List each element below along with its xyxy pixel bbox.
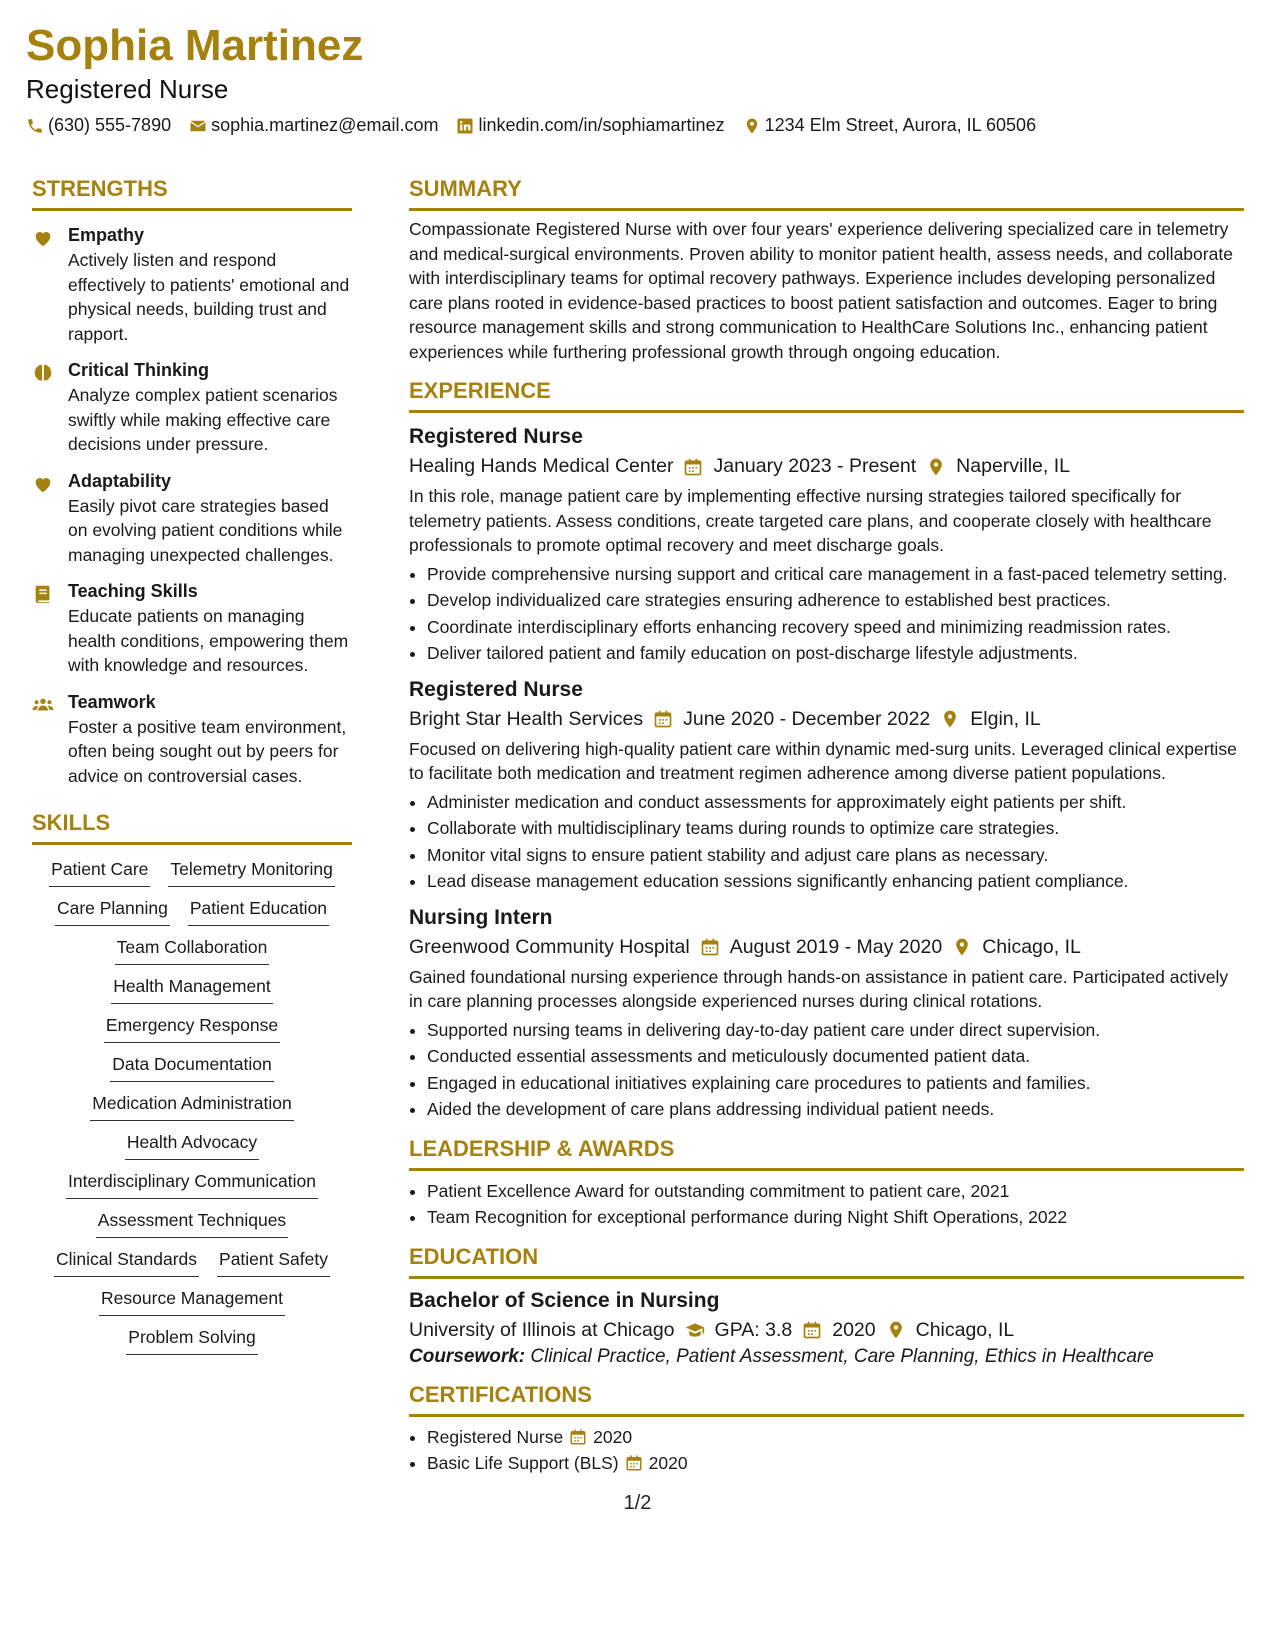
calendar-icon — [625, 1454, 643, 1472]
phone-text: (630) 555-7890 — [48, 115, 172, 136]
skill-tag: Clinical Standards — [54, 1249, 199, 1277]
candidate-role: Registered Nurse — [26, 74, 229, 105]
strength-body — [68, 692, 352, 789]
job-entry — [409, 425, 1244, 666]
awards-heading: LEADERSHIP & AWARDS — [409, 1136, 1244, 1171]
strength-title: Critical Thinking — [68, 360, 210, 380]
skill-tag: Patient Education — [188, 898, 329, 926]
bullet-item: • Aided the development of care plans addressing individual patient needs. — [427, 1097, 1244, 1122]
skill-row — [126, 1327, 257, 1355]
gpa: GPA: 3.8 — [714, 1318, 793, 1341]
heart-icon — [32, 473, 54, 495]
certification-year: 2020 — [593, 1426, 633, 1447]
bullet-item: • Monitor vital signs to ensure patient stability and adjust care plans as necessary. — [427, 843, 1244, 868]
map-pin-icon — [952, 937, 972, 957]
job-location: Elgin, IL — [970, 707, 1041, 730]
users-icon — [32, 694, 54, 716]
job-location: Naperville, IL — [956, 455, 1070, 477]
skills-list — [32, 859, 352, 1355]
grad-year: 2020 — [832, 1318, 876, 1341]
skill-tag: Emergency Response — [104, 1015, 280, 1043]
skill-tag: Health Advocacy — [125, 1132, 259, 1160]
strength-desc: Analyze complex patient scenarios swiftly while making effective care decisions under pressure. — [68, 385, 338, 454]
resume-header — [26, 22, 1036, 136]
coursework — [409, 1346, 1244, 1368]
summary-text: Compassionate Registered Nurse with over four years' experience delivering specialized care in telemetry and medical-surgical environments. Proven ability to monitor patient health, assess needs, and collaborate with interdisciplinary teams for optimal recovery pathways. Experience includes developing personalized care plans rooted in evidence-based practices to boost patient satisfaction and outcomes. Eager to bring resource management skills and strong communication to HealthCare Solutions Inc., enhancing patient experiences while furthering professional growth through ongoing education. — [409, 219, 1233, 362]
job-bullets — [409, 562, 1244, 666]
phone-icon — [26, 117, 44, 135]
skill-tag: Problem Solving — [126, 1327, 257, 1355]
strength-item — [32, 360, 352, 457]
skill-row — [110, 1054, 274, 1082]
job-description: In this role, manage patient care by implementing effective nursing strategies tailored specifically for telemetry patients. Assess conditions, create targeted care plans, and cooperate closely with healthcare professionals to promote optimal recovery and meet discharge goals. — [409, 486, 1212, 555]
contact-linkedin[interactable] — [456, 115, 724, 136]
skill-row — [54, 1249, 330, 1277]
certifications-list — [409, 1425, 1244, 1476]
strength-item — [32, 225, 352, 346]
bullet-item: • Coordinate interdisciplinary efforts enhancing recovery speed and minimizing readmission rates. — [427, 615, 1244, 640]
education-section — [409, 1244, 1244, 1368]
strength-item — [32, 471, 352, 568]
calendar-icon — [700, 937, 720, 957]
job-entry — [409, 678, 1244, 894]
skill-tag: Team Collaboration — [115, 937, 270, 965]
school-location: Chicago, IL — [915, 1318, 1015, 1341]
bullet-item: • Develop individualized care strategies ensuring adherence to established best practices. — [427, 588, 1244, 613]
bullet-item: • Provide comprehensive nursing support and critical care management in a fast-paced telemetry setting. — [427, 562, 1244, 587]
skill-tag: Medication Administration — [90, 1093, 293, 1121]
bullet-item: • Deliver tailored patient and family education on post-discharge lifestyle adjustments. — [427, 641, 1244, 666]
awards-list — [409, 1179, 1244, 1230]
strengths-heading: STRENGTHS — [32, 176, 352, 211]
job-location: Chicago, IL — [982, 935, 1081, 958]
job-title: Registered Nurse — [409, 677, 583, 701]
job-description: Gained foundational nursing experience through hands-on assistance in patient care. Participated actively in care planning processes alongside experienced nurses during clinical rotations. — [409, 966, 1229, 1011]
education-meta — [409, 1319, 1244, 1342]
strengths-list — [32, 225, 352, 788]
jobs-list — [409, 425, 1244, 1122]
job-title: Registered Nurse — [409, 425, 583, 448]
skill-row — [66, 1171, 318, 1199]
strength-title: Teaching Skills — [68, 581, 198, 601]
degree: Bachelor of Science in Nursing — [409, 1288, 720, 1312]
map-pin-icon — [743, 117, 761, 135]
job-meta — [409, 708, 1244, 731]
strength-title: Empathy — [68, 225, 145, 245]
envelope-icon — [189, 117, 207, 135]
coursework-label: Coursework: — [409, 1345, 526, 1367]
strength-desc: Educate patients on managing health conditions, empowering them with knowledge and resources. — [68, 606, 349, 675]
candidate-name: Sophia Martinez — [26, 21, 364, 70]
job-bullets — [409, 1018, 1244, 1122]
experience-section — [409, 378, 1244, 1122]
skill-tag: Care Planning — [55, 898, 170, 926]
brain-icon — [32, 362, 54, 384]
calendar-icon — [653, 709, 673, 729]
contact-email[interactable] — [189, 115, 438, 136]
strength-item — [32, 581, 352, 678]
skill-tag: Interdisciplinary Communication — [66, 1171, 318, 1199]
skill-tag: Assessment Techniques — [96, 1210, 288, 1238]
map-pin-icon — [926, 457, 946, 477]
job-description: Focused on delivering high-quality patient care within dynamic med-surg units. Leveraged clinical expertise to facilitate both medication and treatment regimen adherence among diverse patient populations. — [409, 738, 1237, 783]
certification-item — [427, 1425, 1244, 1450]
company-name: Greenwood Community Hospital — [409, 935, 690, 958]
summary-heading: SUMMARY — [409, 176, 1244, 211]
job-dates: August 2019 - May 2020 — [729, 935, 943, 958]
job-title: Nursing Intern — [409, 905, 553, 929]
strength-body — [68, 225, 352, 346]
bullet-item: • Engaged in educational initiatives explaining care procedures to patients and families. — [427, 1071, 1244, 1096]
job-dates: January 2023 - Present — [713, 455, 917, 477]
heart-icon — [32, 227, 54, 249]
awards-section — [409, 1136, 1244, 1230]
bullet-item: • Lead disease management education sessions significantly enhancing patient compliance. — [427, 869, 1244, 894]
skill-tag: Health Management — [111, 976, 273, 1004]
certifications-section — [409, 1382, 1244, 1476]
contact-phone[interactable] — [26, 115, 171, 136]
skill-tag: Telemetry Monitoring — [168, 859, 334, 887]
strength-body — [68, 581, 352, 678]
strength-item — [32, 692, 352, 789]
skill-row — [90, 1093, 293, 1121]
bullet-item: • Supported nursing teams in delivering day-to-day patient care under direct supervision. — [427, 1018, 1244, 1043]
skill-row — [99, 1288, 285, 1316]
skill-tag: Data Documentation — [110, 1054, 274, 1082]
map-pin-icon — [940, 709, 960, 729]
job-meta — [409, 936, 1244, 959]
certification-row — [427, 1451, 1244, 1476]
company-name: Bright Star Health Services — [409, 707, 644, 730]
email-text: sophia.martinez@email.com — [211, 115, 439, 136]
skill-row — [111, 976, 273, 1004]
skill-row — [115, 937, 270, 965]
skill-tag: Patient Care — [49, 859, 150, 887]
certification-year: 2020 — [648, 1453, 688, 1473]
left-column — [32, 176, 352, 1355]
right-column — [409, 176, 1244, 1478]
map-pin-icon — [886, 1320, 906, 1340]
page-number: 1/2 — [623, 1492, 652, 1514]
contact-address — [743, 115, 1037, 136]
job-entry — [409, 906, 1244, 1122]
skills-heading: SKILLS — [32, 810, 352, 845]
award-item: • Team Recognition for exceptional performance during Night Shift Operations, 2022 — [427, 1205, 1244, 1230]
school-name: University of Illinois at Chicago — [409, 1318, 675, 1341]
coursework-text: Clinical Practice, Patient Assessment, Care Planning, Ethics in Healthcare — [525, 1345, 1154, 1367]
bullet-item: • Administer medication and conduct assessments for approximately eight patients per shift. — [427, 790, 1244, 815]
certification-item — [427, 1451, 1244, 1476]
skill-row — [49, 859, 335, 887]
skill-row — [55, 898, 329, 926]
linkedin-icon — [456, 117, 474, 135]
certification-row — [427, 1425, 1244, 1450]
skill-row — [104, 1015, 280, 1043]
strength-body — [68, 471, 352, 568]
strength-desc: Actively listen and respond effectively to patients' emotional and physical needs, building trust and rapport. — [68, 250, 350, 344]
skill-tag: Patient Safety — [217, 1249, 330, 1277]
certification-name: • Registered Nurse — [427, 1426, 564, 1447]
bullet-item: • Conducted essential assessments and meticulously documented patient data. — [427, 1044, 1244, 1069]
company-name: Healing Hands Medical Center — [409, 455, 674, 477]
graduation-cap-icon — [685, 1320, 705, 1340]
job-dates: June 2020 - December 2022 — [683, 707, 931, 730]
calendar-icon — [802, 1320, 822, 1340]
strength-title: Teamwork — [68, 691, 156, 712]
job-bullets — [409, 790, 1244, 894]
address-text: 1234 Elm Street, Aurora, IL 60506 — [764, 115, 1037, 136]
education-heading: EDUCATION — [409, 1244, 1244, 1279]
book-icon — [32, 583, 54, 605]
skill-row — [125, 1132, 259, 1160]
contact-bar — [26, 115, 1036, 136]
strength-desc: Easily pivot care strategies based on evolving patient conditions while managing unexpected challenges. — [68, 495, 343, 565]
skill-row — [96, 1210, 288, 1238]
calendar-icon — [569, 1428, 587, 1446]
linkedin-text: linkedin.com/in/sophiamartinez — [478, 115, 725, 136]
certifications-heading: CERTIFICATIONS — [409, 1382, 1244, 1417]
strength-title: Adaptability — [68, 470, 172, 491]
job-meta — [409, 455, 1244, 478]
calendar-icon — [683, 457, 703, 477]
skill-tag: Resource Management — [99, 1288, 285, 1316]
award-item: • Patient Excellence Award for outstanding commitment to patient care, 2021 — [427, 1179, 1244, 1204]
certification-name: • Basic Life Support (BLS) — [427, 1453, 619, 1473]
strength-desc: Foster a positive team environment, often being sought out by peers for advice on controversial cases. — [68, 716, 347, 786]
experience-heading: EXPERIENCE — [409, 378, 1244, 413]
bullet-item: • Collaborate with multidisciplinary teams during rounds to optimize care strategies. — [427, 816, 1244, 841]
strength-body — [68, 360, 352, 457]
